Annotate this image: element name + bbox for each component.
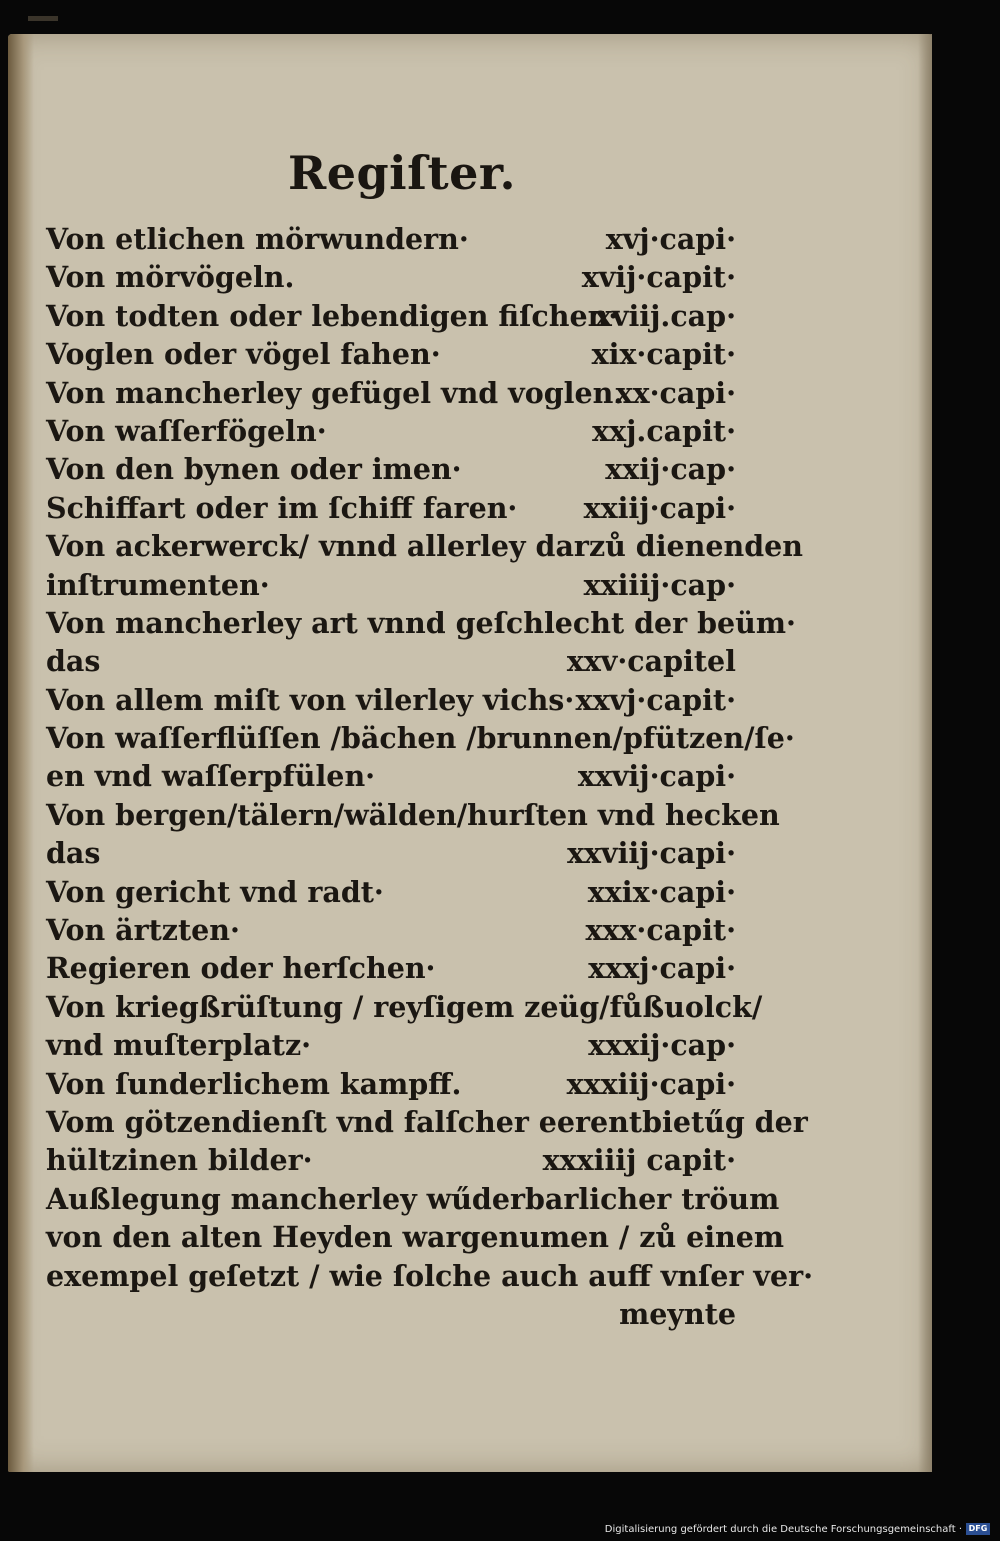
- entry-title: inſtrumenten·: [46, 567, 270, 602]
- register-entry: [46, 1257, 814, 1295]
- register-entry: [46, 911, 736, 949]
- entry-title: Von mancherley gefügel vnd voglen.: [46, 375, 624, 410]
- register-entry: [46, 1218, 785, 1256]
- entry-title: Von den bynen oder imen·: [46, 452, 462, 487]
- entry-title: das: [46, 644, 101, 679]
- entry-title: Von waſſerflüſſen /bächen /brunnen/pfützen/ſe·: [46, 721, 795, 756]
- page-heading: Regiſter.: [288, 146, 516, 200]
- entry-title: Von kriegßrüſtung / reyſigem zeüg/fůßuolck/: [46, 989, 763, 1024]
- bookmark-tab: [28, 16, 58, 21]
- register-entry: [46, 873, 736, 911]
- entry-title: Von waſſerfögeln·: [46, 413, 327, 448]
- register-entry: [46, 220, 736, 258]
- register-entry: [46, 834, 736, 872]
- entry-title: Von mörvögeln.: [46, 260, 295, 295]
- entry-chapter: xxiij·capi·: [583, 490, 736, 525]
- entry-chapter: xxxiij·capi·: [566, 1066, 736, 1101]
- register-entries: [46, 220, 814, 1333]
- dfg-logo: DFG: [966, 1523, 990, 1535]
- entry-title: Voglen oder vögel fahen·: [46, 337, 441, 372]
- entry-chapter: xxv·capitel: [566, 644, 736, 679]
- entry-chapter: xxxij·cap·: [588, 1028, 736, 1063]
- entry-chapter: xviij.cap·: [594, 298, 736, 333]
- register-entry: [46, 719, 795, 757]
- page-edge: [918, 34, 932, 1472]
- register-entry: [46, 412, 736, 450]
- entry-chapter: xxvij·capi·: [577, 759, 736, 794]
- entry-chapter: xvj·capi·: [605, 222, 736, 256]
- entry-chapter: meynte: [619, 1296, 736, 1331]
- entry-title: vnd muſterplatz·: [46, 1028, 312, 1063]
- entry-chapter: xxviij·capi·: [567, 836, 736, 871]
- register-entry: [46, 258, 736, 296]
- register-entry: [46, 1026, 736, 1064]
- register-entry: [46, 374, 736, 412]
- register-entry: [46, 527, 804, 565]
- register-entry: [46, 489, 736, 527]
- entry-title: Von mancherley art vnnd geſchlecht der beüm·: [46, 605, 796, 640]
- register-entry: [46, 335, 736, 373]
- entry-title: Von etlichen mörwundern·: [46, 222, 469, 256]
- register-entry: [46, 1103, 808, 1141]
- entry-chapter: xx·capi·: [615, 375, 736, 410]
- entry-chapter: xix·capit·: [591, 337, 736, 372]
- register-entry: [46, 796, 780, 834]
- entry-title: Von allem miſt von vilerley vichs·: [46, 682, 575, 717]
- register-entry: [46, 604, 796, 642]
- entry-chapter: xxij·cap·: [605, 452, 736, 487]
- entry-chapter: xvij·capit·: [581, 260, 736, 295]
- register-entry: [46, 566, 736, 604]
- entry-title: Außlegung mancherley wűderbarlicher tröum: [46, 1181, 780, 1216]
- entry-title: Vom götzendienſt vnd falſcher eerentbietűg der: [46, 1104, 808, 1139]
- funding-notice: Digitalisierung gefördert durch die Deutsche Forschungsgemeinschaft ·: [604, 1524, 962, 1535]
- entry-title: Regieren oder herſchen·: [46, 951, 436, 986]
- entry-title: Von ärtzten·: [46, 913, 240, 948]
- register-entry: [46, 642, 736, 680]
- register-entry: [46, 1141, 736, 1179]
- entry-chapter: xxxiiij capit·: [542, 1143, 736, 1178]
- entry-title: von den alten Heyden wargenumen / zů einem: [46, 1220, 785, 1255]
- entry-chapter: xxiiij·cap·: [583, 567, 736, 602]
- register-entry: [46, 1295, 736, 1333]
- register-entry: [46, 757, 736, 795]
- entry-chapter: xxix·capi·: [587, 874, 736, 909]
- entry-title: exempel geſetzt / wie ſolche auch auff vnſer ver·: [46, 1258, 814, 1293]
- entry-chapter: xxxj·capi·: [588, 951, 736, 986]
- entry-chapter: xxvj·capit·: [575, 682, 736, 717]
- register-entry: [46, 988, 763, 1026]
- entry-chapter: xxj.capit·: [592, 413, 736, 448]
- entry-title: Von bergen/tälern/wälden/hurſten vnd hecken: [46, 797, 780, 832]
- entry-title: Schiffart oder im ſchiff faren·: [46, 490, 518, 525]
- entry-chapter: xxx·capit·: [585, 913, 736, 948]
- register-entry: [46, 949, 736, 987]
- entry-title: Von gericht vnd radt·: [46, 874, 384, 909]
- entry-title: Von ſunderlichem kampff.: [46, 1066, 462, 1101]
- register-entry: [46, 1180, 780, 1218]
- register-entry: [46, 681, 736, 719]
- scan-top-border: [0, 0, 1000, 34]
- entry-title: Von todten oder lebendigen fiſchen·: [46, 298, 619, 333]
- register-entry: [46, 450, 736, 488]
- entry-title: Von ackerwerck/ vnnd allerley darzů dienenden: [46, 529, 804, 564]
- register-entry: [46, 297, 736, 335]
- entry-title: das: [46, 836, 101, 871]
- entry-title: en vnd waſſerpfülen·: [46, 759, 376, 794]
- register-entry: [46, 1065, 736, 1103]
- entry-title: hültzinen bilder·: [46, 1143, 313, 1178]
- book-page: [8, 34, 932, 1472]
